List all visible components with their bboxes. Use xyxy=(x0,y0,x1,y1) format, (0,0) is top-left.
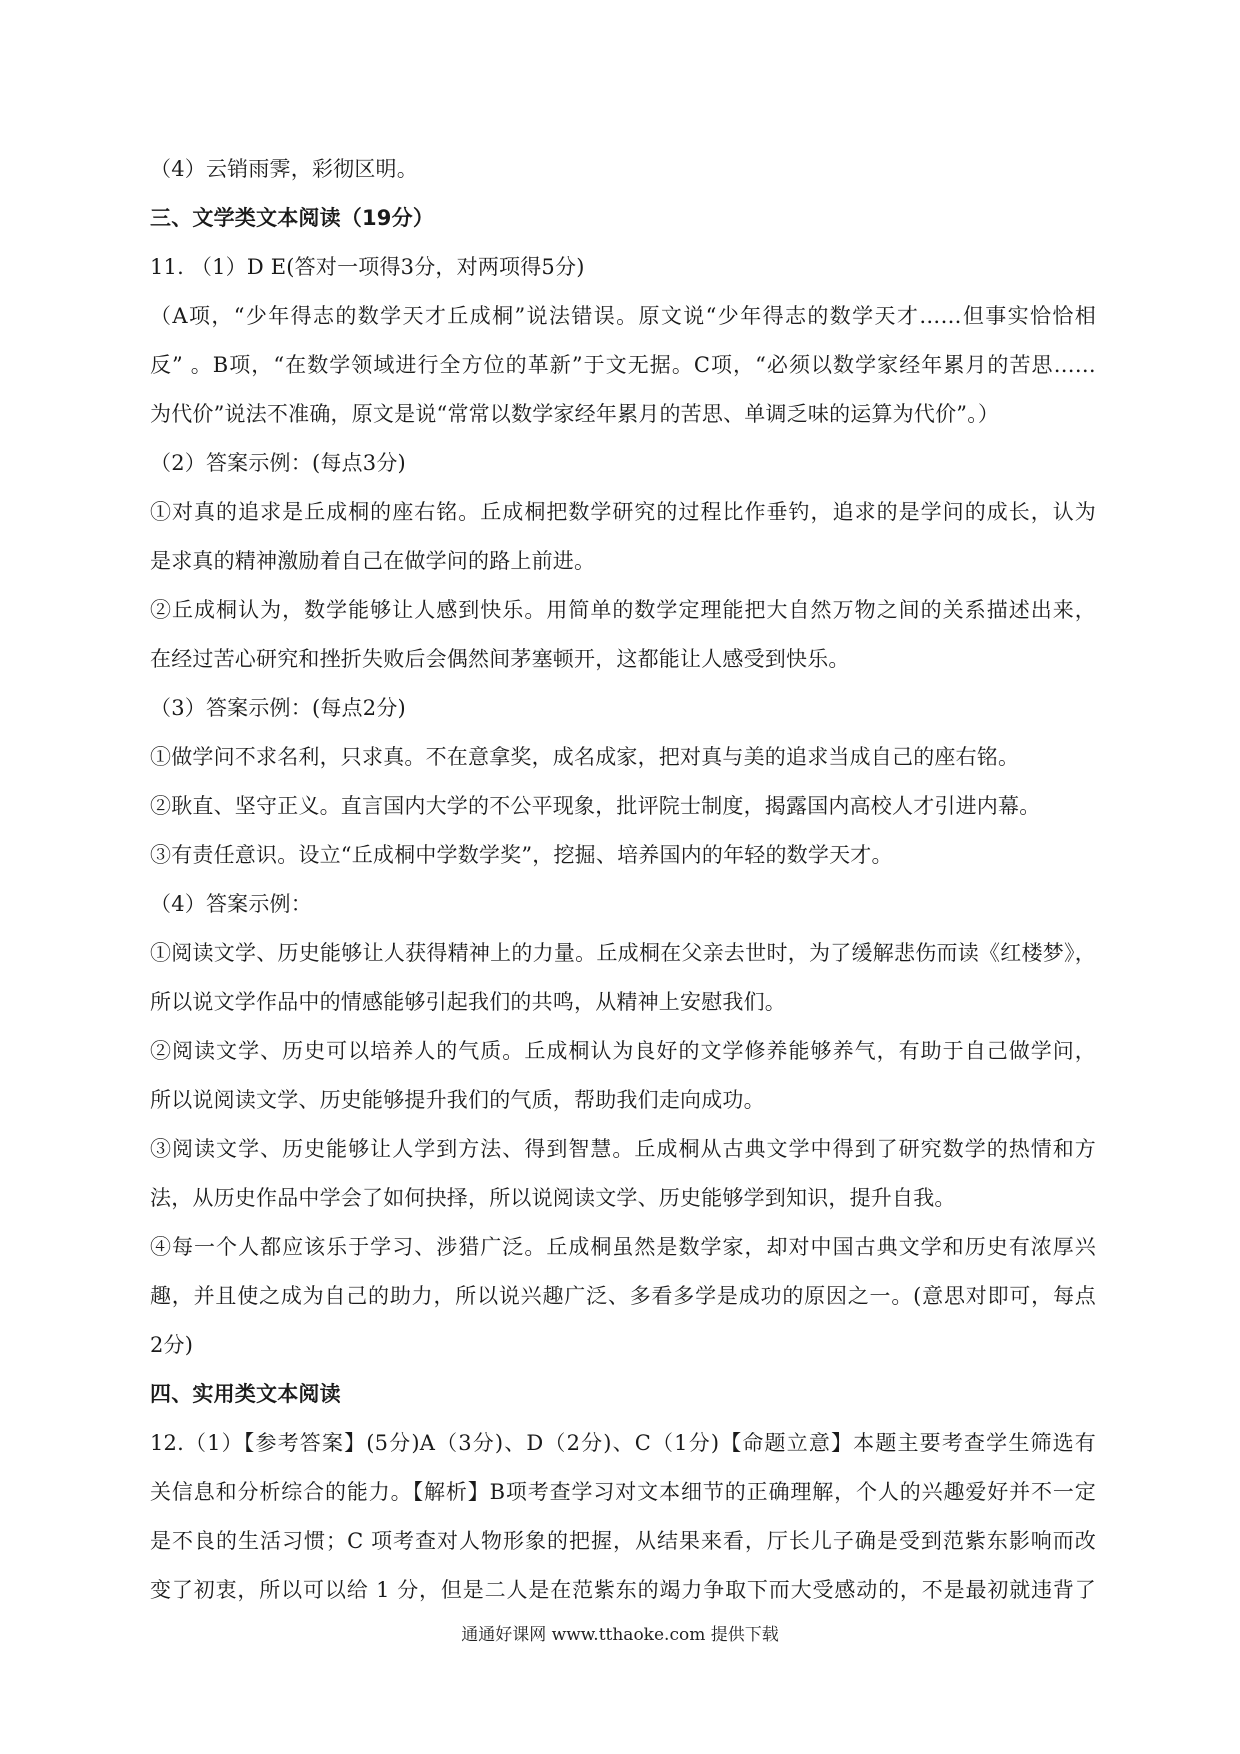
text-line: 变了初衷，所以可以给 1 分，但是二人是在范紫东的竭力争取下而大受感动的，不是最初就违背了 xyxy=(150,1578,1096,1602)
text-line: 12.（1）【参考答案】(5分)A（3分)、D（2分)、C（1分)【命题立意】本题主要考查学生筛选有 xyxy=(150,1431,1096,1455)
page-footer: 通通好课网 www.tthaoke.com 提供下载 xyxy=(461,1625,779,1645)
text-line: ④每一个人都应该乐于学习、涉猎广泛。丘成桐虽然是数学家，却对中国古典文学和历史有浓厚兴 xyxy=(150,1235,1096,1259)
section-heading-practical-reading: 四、实用类文本阅读 xyxy=(150,1382,341,1406)
text-line: （2）答案示例：(每点3分) xyxy=(150,451,406,475)
text-line: 2分) xyxy=(150,1333,194,1357)
text-line: （4）云销雨霁，彩彻区明。 xyxy=(150,157,418,181)
section-heading-literary-reading: 三、文学类文本阅读（19分） xyxy=(150,206,435,230)
text-line: 在经过苦心研究和挫折失败后会偶然间茅塞顿开，这都能让人感受到快乐。 xyxy=(150,647,850,671)
text-line: （3）答案示例：(每点2分) xyxy=(150,696,406,720)
text-line: ①阅读文学、历史能够让人获得精神上的力量。丘成桐在父亲去世时，为了缓解悲伤而读《红楼梦》， xyxy=(150,941,1096,965)
text-line: 是不良的生活习惯；C 项考查对人物形象的把握，从结果来看，厅长儿子确是受到范紫东影响而改 xyxy=(150,1529,1096,1553)
text-line: （4）答案示例： xyxy=(150,892,312,916)
text-line: 趣，并且使之成为自己的助力，所以说兴趣广泛、多看多学是成功的原因之一。(意思对即可，每点 xyxy=(150,1284,1096,1308)
text-line: ③有责任意识。设立“丘成桐中学数学奖”，挖掘、培养国内的年轻的数学天才。 xyxy=(150,843,893,867)
text-line: ①做学问不求名利，只求真。不在意拿奖，成名成家，把对真与美的追求当成自己的座右铭。 xyxy=(150,745,1020,769)
text-line: 所以说文学作品中的情感能够引起我们的共鸣，从精神上安慰我们。 xyxy=(150,990,786,1014)
text-line: ①对真的追求是丘成桐的座右铭。丘成桐把数学研究的过程比作垂钓，追求的是学问的成长，认为 xyxy=(150,500,1096,524)
text-line: ②阅读文学、历史可以培养人的气质。丘成桐认为良好的文学修养能够养气，有助于自己做学问， xyxy=(150,1039,1096,1063)
text-line: 是求真的精神激励着自己在做学问的路上前进。 xyxy=(150,549,596,573)
text-line: 为代价”说法不准确，原文是说“常常以数学家经年累月的苦思、单调乏味的运算为代价”。） xyxy=(150,402,1000,426)
text-line: 11. （1）D E(答对一项得3分，对两项得5分) xyxy=(150,255,585,279)
text-line: ②丘成桐认为，数学能够让人感到快乐。用简单的数学定理能把大自然万物之间的关系描述出来， xyxy=(150,598,1096,622)
text-line: 关信息和分析综合的能力。【解析】B项考查学习对文本细节的正确理解，个人的兴趣爱好并不一定 xyxy=(150,1480,1096,1504)
text-line: ③阅读文学、历史能够让人学到方法、得到智慧。丘成桐从古典文学中得到了研究数学的热情和方 xyxy=(150,1137,1096,1161)
text-line: ②耿直、坚守正义。直言国内大学的不公平现象，批评院士制度，揭露国内高校人才引进内幕。 xyxy=(150,794,1041,818)
text-line: 所以说阅读文学、历史能够提升我们的气质，帮助我们走向成功。 xyxy=(150,1088,765,1112)
text-line: 反” 。B项，“在数学领域进行全方位的革新”于文无据。C项，“必须以数学家经年累月的苦思…… xyxy=(150,353,1096,377)
text-line: 法，从历史作品中学会了如何抉择，所以说阅读文学、历史能够学到知识，提升自我。 xyxy=(150,1186,956,1210)
text-line: （A项，“少年得志的数学天才丘成桐”说法错误。原文说“少年得志的数学天才……但事实恰恰相 xyxy=(150,304,1096,328)
answer-text-body xyxy=(150,154,1096,1624)
